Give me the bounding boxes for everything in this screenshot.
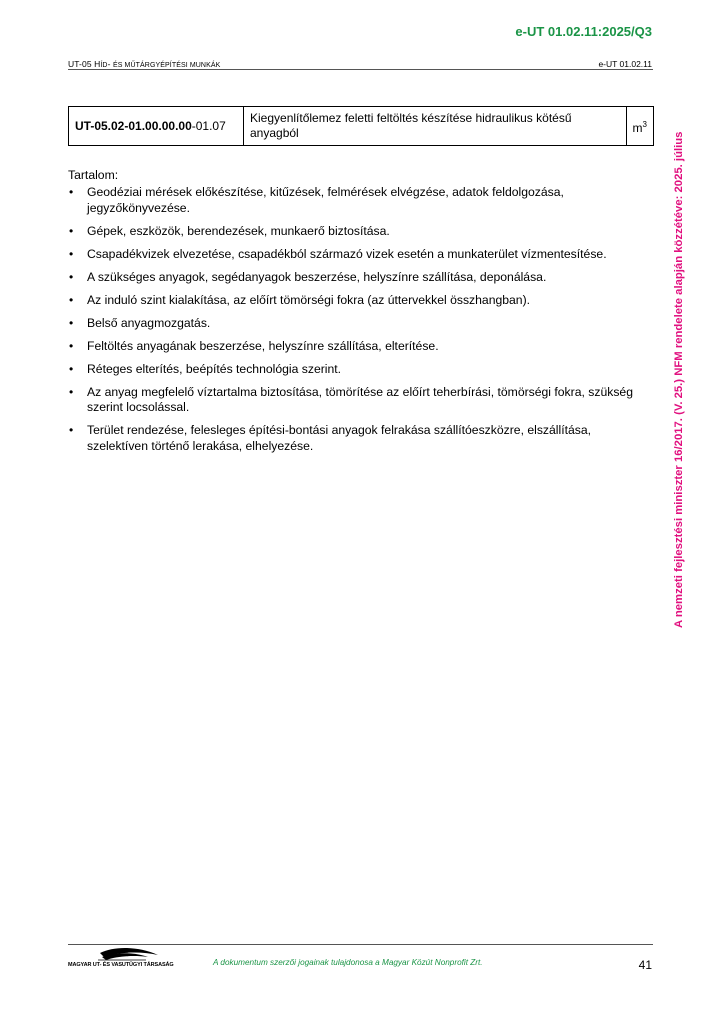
item-row xyxy=(69,107,654,146)
list-item xyxy=(68,316,643,332)
unit-exponent: 3 xyxy=(642,119,647,129)
section-smallcaps-2: ÉS MŰTÁRGYÉPÍTÉSI MUNKÁK xyxy=(112,62,221,69)
list-item-text: Az anyag megfelelő víztartalma biztosítása, tömörítése az előírt teherbírási, tömörségi fokra, szükség szerint locsolással. xyxy=(87,384,633,414)
list-item-text: Terület rendezése, felesleges építési-bontási anyagok felrakása szállítóeszközre, elszállítása, szelektíven történő lerakása, elhelyezése. xyxy=(87,423,592,453)
copyright-notice: A dokumentum szerzői jogainak tulajdonosa a Magyar Közút Nonprofit Zrt. xyxy=(213,958,483,967)
list-item xyxy=(68,423,643,454)
list-item xyxy=(68,385,643,416)
logo-text: MAGYAR UT- ÉS VASUTÜGYI TÁRSASÁG xyxy=(68,962,174,968)
item-code-main: UT-05.02-01.00.00.00 xyxy=(75,118,192,133)
bullet-icon: • xyxy=(69,315,74,330)
bullet-icon: • xyxy=(69,423,74,437)
item-table xyxy=(68,106,654,146)
list-item xyxy=(68,224,643,240)
document-code: e-UT 01.02.11:2025/Q3 xyxy=(515,24,652,39)
header-reference: e-UT 01.02.11 xyxy=(598,59,652,69)
item-code xyxy=(69,107,244,146)
list-item-text: Belső anyagmozgatás. xyxy=(87,315,211,330)
list-item xyxy=(68,293,643,309)
publication-side-note: A nemzeti fejlesztési miniszter 16/2017. (V. 25.) NFM rendelete alapján közzétéve: 2025. július xyxy=(673,131,685,628)
bullet-icon: • xyxy=(69,223,74,238)
bullet-icon: • xyxy=(69,246,74,261)
item-unit xyxy=(626,107,653,146)
list-item-text: Gépek, eszközök, berendezések, munkaerő biztosítása. xyxy=(87,223,390,238)
list-item-text: Csapadékvizek elvezetése, csapadékból származó vizek esetén a munkaterület vízmentesítése. xyxy=(87,246,607,261)
section-prefix: UT-05 H xyxy=(68,59,101,69)
content-intro: Tartalom: xyxy=(68,168,119,182)
bullet-icon: • xyxy=(69,384,74,399)
section-mid: - xyxy=(107,59,113,69)
page-number: 41 xyxy=(638,958,652,972)
item-code-suffix: -01.07 xyxy=(191,118,226,133)
header-divider xyxy=(68,69,653,70)
bullet-icon: • xyxy=(69,338,74,353)
content-list xyxy=(68,185,643,462)
unit-base: m xyxy=(632,120,643,135)
list-item-text: A szükséges anyagok, segédanyagok beszerzése, helyszínre szállítása, deponálása. xyxy=(87,269,547,284)
list-item xyxy=(68,270,643,286)
list-item xyxy=(68,339,643,355)
list-item-text: Feltöltés anyagának beszerzése, helyszínre szállítása, elterítése. xyxy=(87,338,439,353)
bullet-icon: • xyxy=(69,361,74,376)
bullet-icon: • xyxy=(69,269,74,284)
list-item-text: Az induló szint kialakítása, az előírt tömörségi fokra (az úttervekkel összhangban). xyxy=(87,292,531,307)
list-item-text: Geodéziai mérések előkészítése, kitűzések, felmérések elvégzése, adatok feldolgozása, jegyzőkönyvezése. xyxy=(87,185,564,215)
section-smallcaps-1: ÍD xyxy=(100,62,108,69)
bullet-icon: • xyxy=(69,185,74,199)
bullet-icon: • xyxy=(69,292,74,307)
section-title xyxy=(68,59,220,69)
list-item xyxy=(68,247,643,263)
list-item xyxy=(68,185,643,216)
list-item-text: Réteges elterítés, beépítés technológia szerint. xyxy=(87,361,342,376)
footer-divider xyxy=(68,944,653,945)
item-description: Kiegyenlítőlemez feletti feltöltés készítése hidraulikus kötésű anyagból xyxy=(244,107,627,146)
list-item xyxy=(68,362,643,378)
